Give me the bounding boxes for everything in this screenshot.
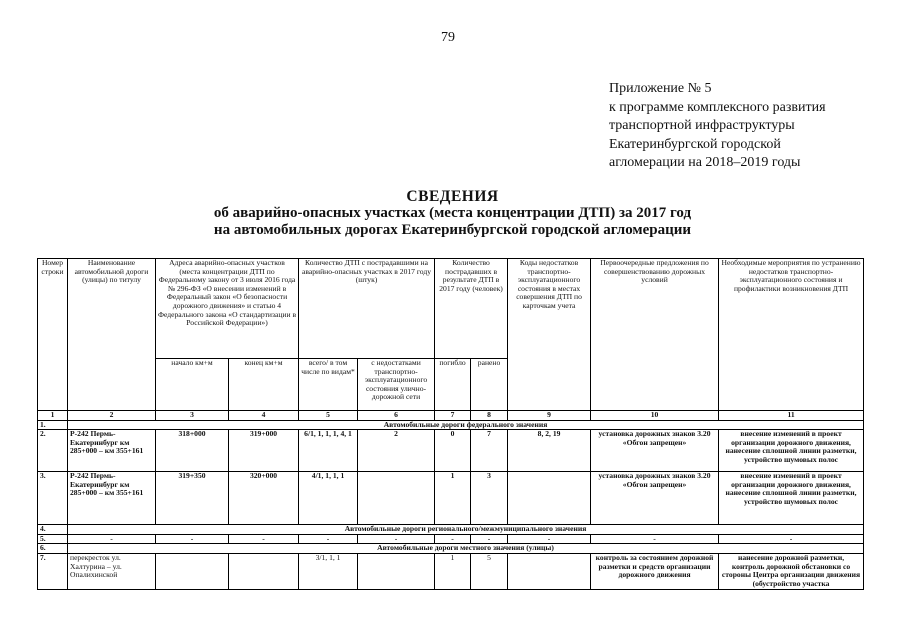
defect-codes — [508, 553, 591, 589]
defect-codes: 8, 2, 19 — [508, 430, 591, 472]
accidents-total: 6/1, 1, 1, 1, 4, 1 — [299, 430, 358, 472]
empty-cell: - — [719, 534, 864, 544]
appendix-line: Приложение № 5 — [609, 81, 712, 96]
section-title: Автомобильные дороги местного значения (улицы) — [68, 544, 864, 554]
injured-count: 3 — [471, 472, 508, 525]
column-number: 3 — [156, 411, 229, 421]
heading-line-2: об аварийно-опасных участках (места концентрации ДТП) за 2017 год — [213, 205, 692, 221]
table-row-empty — [38, 534, 864, 544]
header-injured: ранено — [471, 359, 508, 411]
page-number: 79 — [441, 30, 455, 45]
column-number: 6 — [358, 411, 435, 421]
appendix-line: транспортной инфраструктуры — [609, 118, 795, 133]
header-victims: Количество пострадавших в результате ДТП в 2017 году (человек) — [435, 259, 508, 359]
column-number: 8 — [471, 411, 508, 421]
column-number: 1 — [38, 411, 68, 421]
column-number: 10 — [591, 411, 719, 421]
heading-line-3: на автомобильных дорогах Екатеринбургской городской агломерации — [213, 222, 692, 238]
section-row-local — [38, 544, 864, 554]
column-number: 4 — [229, 411, 299, 421]
header-start-km: начало км+м — [156, 359, 229, 411]
start-km: 318+000 — [156, 430, 229, 472]
header-row — [38, 259, 864, 359]
header-addresses: Адреса аварийно-опасных участков (места концентрации ДТП по Федеральному закону от 3 июля 2016 года № 296-ФЗ «О внесении изменений в Федеральный закон «О безопасности дорожного движения» и статью 4 Федерального закона «О стандартизации в Российской Федерации») — [156, 259, 299, 359]
header-defect-codes: Коды недостатков транспортно-эксплуатационного состояния в местах совершения ДТП по карточкам учета — [508, 259, 591, 411]
killed-count: 1 — [435, 472, 471, 525]
header-end-km: конец км+м — [229, 359, 299, 411]
empty-cell: - — [508, 534, 591, 544]
header-row-number: Номер строки — [38, 259, 68, 411]
table-row — [38, 553, 864, 589]
killed-count: 1 — [435, 553, 471, 589]
empty-cell: - — [299, 534, 358, 544]
document-heading — [0, 188, 905, 239]
killed-count: 0 — [435, 430, 471, 472]
row-number: 5. — [38, 534, 68, 544]
header-road-name: Наименование автомобильной дороги (улицы) по титулу — [68, 259, 156, 411]
section-title: Автомобильные дороги федерального значения — [68, 420, 864, 430]
accidents-total: 4/1, 1, 1, 1 — [299, 472, 358, 525]
column-number: 11 — [719, 411, 864, 421]
defect-codes — [508, 472, 591, 525]
end-km: 319+000 — [229, 430, 299, 472]
appendix-line: к программе комплексного развития — [609, 99, 826, 115]
row-number: 2. — [38, 430, 68, 472]
injured-count: 5 — [471, 553, 508, 589]
table-row — [38, 472, 864, 525]
column-number: 9 — [508, 411, 591, 421]
end-km — [229, 553, 299, 589]
measures-text: нанесение дорожной разметки, контроль дорожной обстановки со стороны Центра организации движения (обустройство участка — [719, 553, 864, 589]
empty-cell: - — [156, 534, 229, 544]
accidents-with-defects — [358, 553, 435, 589]
column-number: 2 — [68, 411, 156, 421]
column-number: 7 — [435, 411, 471, 421]
empty-cell: - — [68, 534, 156, 544]
header-proposals: Первоочередные предложения по совершенствованию дорожных условий — [591, 259, 719, 411]
appendix-line: Екатеринбургской городской — [609, 136, 781, 152]
accidents-with-defects — [358, 472, 435, 525]
road-name: Р-242 Пермь-Екатеринбург км 285+000 – км 355+161 — [68, 472, 156, 525]
section-row-regional — [38, 525, 864, 535]
row-number: 1. — [38, 420, 68, 430]
accidents-total: 3/1, 1, 1 — [299, 553, 358, 589]
empty-cell: - — [229, 534, 299, 544]
empty-cell: - — [435, 534, 471, 544]
header-with-defects: с недостатками транспортно-эксплуатационного состояния улично-дорожной сети — [358, 359, 435, 411]
column-number: 5 — [299, 411, 358, 421]
heading-title: СВЕДЕНИЯ — [406, 188, 499, 205]
empty-cell: - — [471, 534, 508, 544]
table-row — [38, 430, 864, 472]
row-number: 7. — [38, 553, 68, 589]
appendix-line: агломерации на 2018–2019 годы — [609, 155, 801, 170]
proposal-text: установка дорожных знаков 3.20 «Обгон запрещен» — [591, 472, 719, 525]
header-killed: погибло — [435, 359, 471, 411]
header-total-by-type: всего/ в том числе по видам* — [299, 359, 358, 411]
empty-cell: - — [591, 534, 719, 544]
road-name: перекресток ул. Халтурина – ул. Опалихинской — [68, 553, 156, 589]
start-km — [156, 553, 229, 589]
measures-text: внесение изменений в проект организации дорожного движения, нанесение сплошной линии разметки, устройство шумовых полос — [719, 472, 864, 525]
header-measures: Необходимые мероприятия по устранению недостатков транспортно-эксплуатационного состояния и профилактики возникновения ДТП — [719, 259, 864, 411]
end-km: 320+000 — [229, 472, 299, 525]
header-accident-count: Количество ДТП с пострадавшими на аварийно-опасных участках в 2017 году (штук) — [299, 259, 435, 359]
proposal-text: контроль за состоянием дорожной разметки и средств организации дорожного движения — [591, 553, 719, 589]
measures-text: внесение изменений в проект организации дорожного движения, нанесение сплошной линии разметки, устройство шумовых полос — [719, 430, 864, 472]
row-number: 3. — [38, 472, 68, 525]
road-name: Р-242 Пермь-Екатеринбург км 285+000 – км 355+161 — [68, 430, 156, 472]
accidents-with-defects: 2 — [358, 430, 435, 472]
empty-cell: - — [358, 534, 435, 544]
injured-count: 7 — [471, 430, 508, 472]
row-number: 4. — [38, 525, 68, 535]
section-title: Автомобильные дороги регионального/межмуниципального значения — [68, 525, 864, 535]
start-km: 319+350 — [156, 472, 229, 525]
appendix-note — [609, 80, 826, 173]
section-row-federal — [38, 420, 864, 430]
accident-sites-table — [37, 258, 864, 590]
proposal-text: установка дорожных знаков 3.20 «Обгон запрещен» — [591, 430, 719, 472]
column-number-row — [38, 411, 864, 421]
row-number: 6. — [38, 544, 68, 554]
